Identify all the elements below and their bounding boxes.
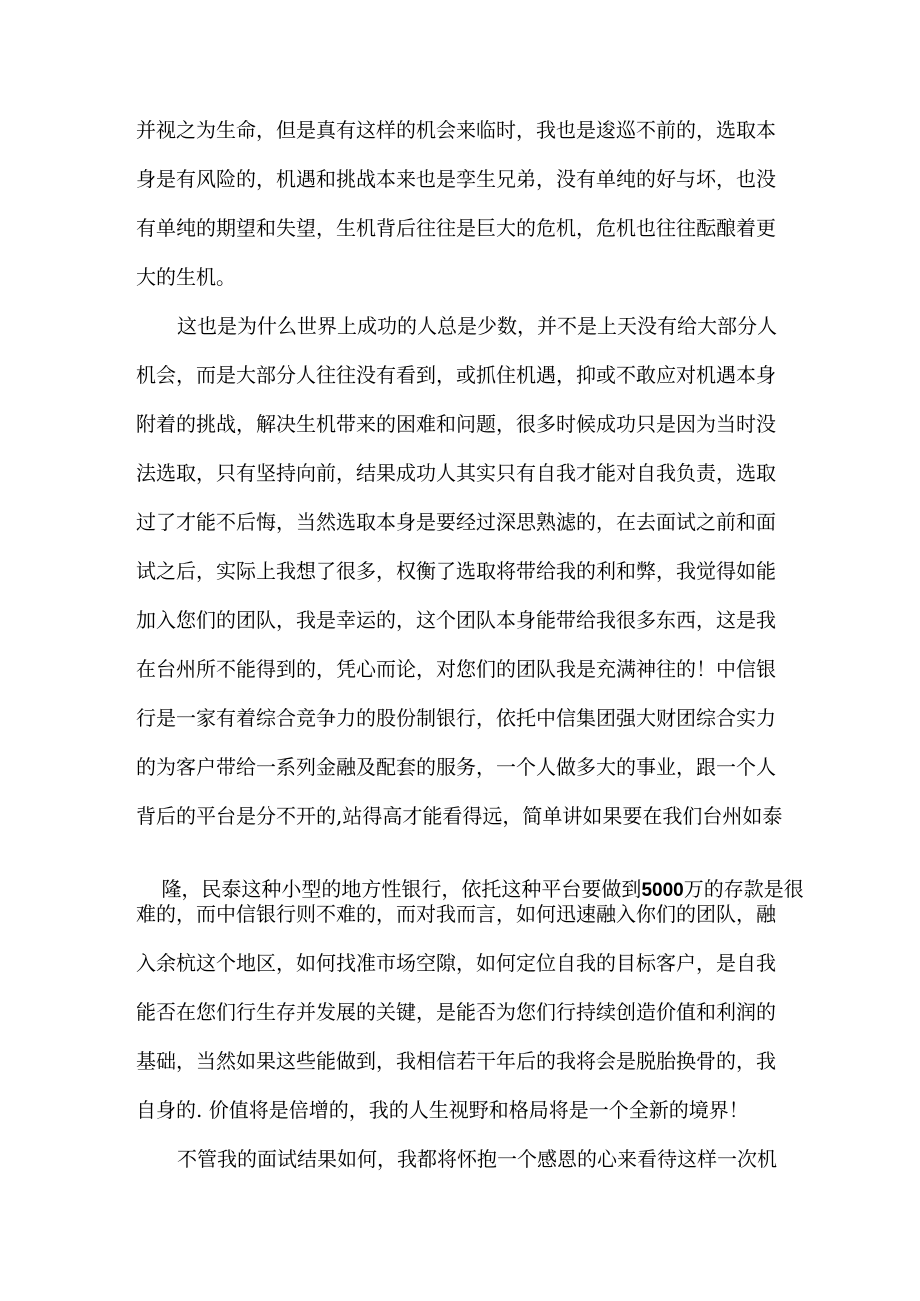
text-line-19: 能否在您们行生存并发展的关键，是能否为您们行持续创造价值和利润的: [136, 1000, 776, 1024]
text-line-6: 机会，而是大部分人往往没有看到，或抓住机遇，抑或不敢应对机遇本身: [136, 363, 776, 387]
text-line-7: 附着的挑战，解决生机带来的困难和问题，很多时候成功只是因为当时没: [136, 412, 776, 436]
text-line-5: 这也是为什么世界上成功的人总是少数，并不是上天没有给大部分人: [177, 314, 777, 338]
text-line-15: 背后的平台是分不开的,站得高才能看得远，简单讲如果要在我们台州如泰: [136, 804, 783, 828]
text-line-14: 的为客户带给一系列金融及配套的服务，一个人做多大的事业，跟一个人: [136, 755, 776, 779]
text-line-9: 过了才能不后悔，当然选取本身是要经过深思熟滤的，在去面试之前和面: [136, 510, 776, 534]
text-line-4: 大的生机。: [136, 265, 236, 289]
text-line-16-part-2: 万的存款是很: [683, 877, 804, 901]
deposit-amount-number: 5000: [641, 880, 684, 901]
text-line-18: 入余杭这个地区，如何找准市场空隙，如何定位自我的目标客户，是自我: [136, 951, 776, 975]
text-line-12: 在台州所不能得到的，凭心而论，对您们的团队我是充满神往的！中信银: [136, 657, 776, 681]
text-line-2: 身是有风险的，机遇和挑战本来也是孪生兄弟，没有单纯的好与坏，也没: [136, 167, 776, 191]
text-line-11: 加入您们的团队，我是幸运的，这个团队本身能带给我很多东西，这是我: [136, 608, 776, 632]
text-line-16-part-1: 隆，民泰这种小型的地方性银行，依托这种平台要做到: [161, 877, 642, 901]
text-line-3: 有单纯的期望和失望，生机背后往往是巨大的危机，危机也往往酝酿着更: [136, 216, 776, 240]
text-line-20: 基础，当然如果这些能做到，我相信若干年后的我将会是脱胎换骨的，我: [136, 1049, 776, 1073]
text-line-1: 并视之为生命，但是真有这样的机会来临时，我也是逡巡不前的，选取本: [136, 118, 776, 142]
text-line-17: 难的，而中信银行则不难的，而对我而言，如何迅速融入你们的团队，融: [136, 902, 776, 926]
text-line-22: 不管我的面试结果如何，我都将怀抱一个感恩的心来看待这样一次机: [177, 1147, 777, 1171]
text-line-10: 试之后，实际上我想了很多，权衡了选取将带给我的利和弊，我觉得如能: [136, 559, 776, 583]
text-line-21: 自身的. 价值将是倍增的，我的人生视野和格局将是一个全新的境界！: [136, 1098, 749, 1122]
text-line-13: 行是一家有着综合竞争力的股份制银行，依托中信集团强大财团综合实力: [136, 706, 776, 730]
text-line-8: 法选取，只有坚持向前，结果成功人其实只有自我才能对自我负责，选取: [136, 461, 776, 485]
